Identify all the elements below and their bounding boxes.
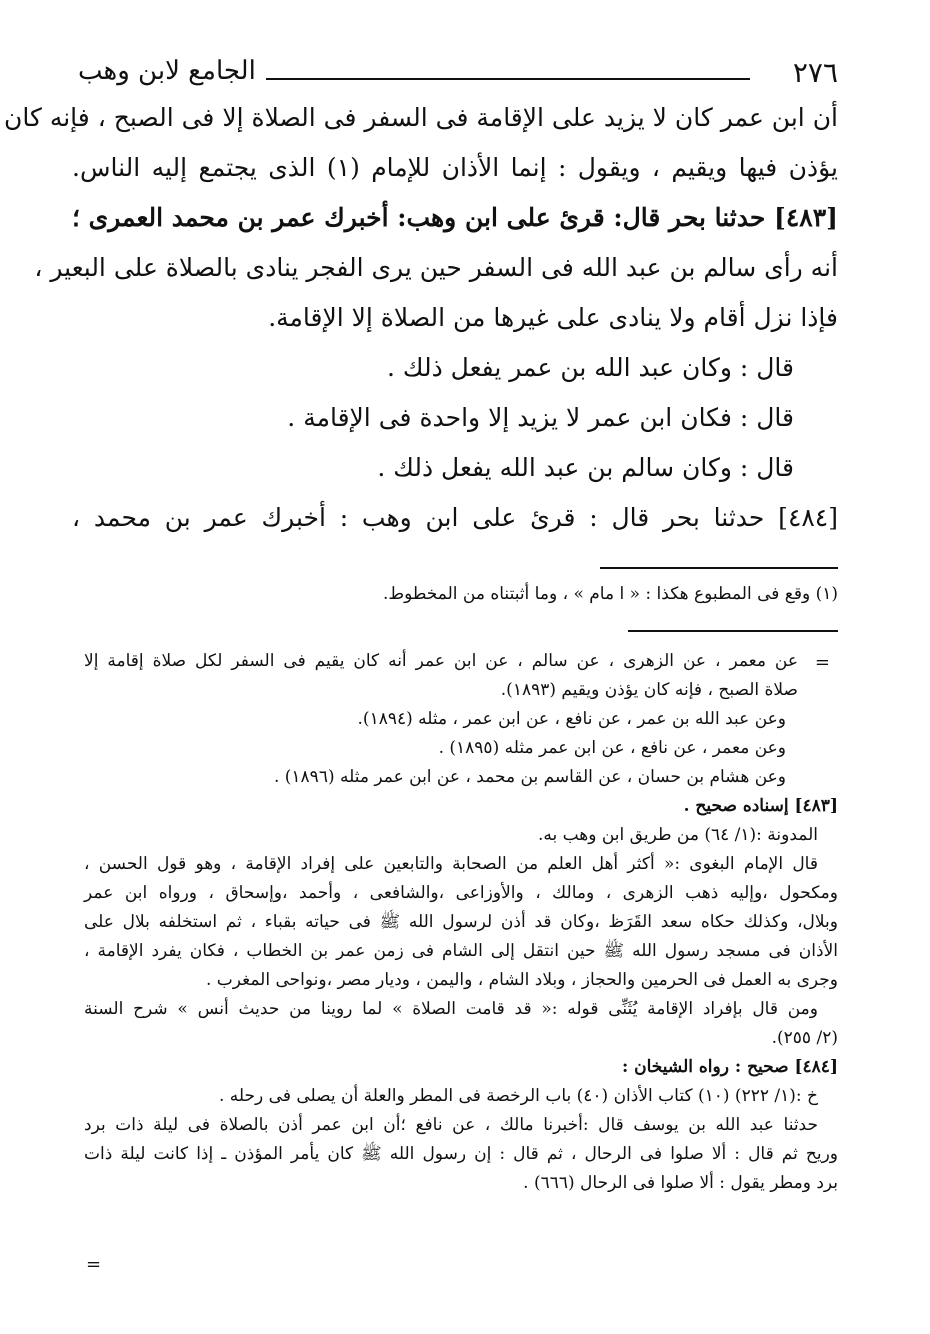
note-line: ومن قال بإفراد الإقامة يُثَنِّى قوله :« قد قامت الصلاة » لما روينا من حديث أنس » شرح السنة (84, 999, 818, 1019)
note-line: وريح ثم قال : ألا صلوا فى الرحال ، ثم قال : إن رسول الله ﷺ كان يأمر المؤذن ـ إذا كانت ليلة ذات (84, 1144, 838, 1164)
note-line: الأذان فى مسجد رسول الله ﷺ حين انتقل إلى الشام فى زمن عمر بن الخطاب ، فكان يفرد الإقامة ، (84, 941, 838, 961)
note-line: وعن معمر ، عن نافع ، عن ابن عمر مثله (١٨٩٥) . (438, 738, 786, 758)
continuation-mark-bottom: = (86, 1254, 102, 1275)
commentary-notes (84, 650, 838, 1201)
note-line: حدثنا عبد الله بن يوسف قال :أخبرنا مالك ، عن نافع ؛أن ابن عمر أذن بالصلاة فى ليلة ذات برد (84, 1115, 818, 1135)
note-line: وبلال، وكذلك حكاه سعد القَرَظ ،وكان قد أذن لرسول الله ﷺ فى حياته بقباء ، ثم استخلفه بلال على (84, 912, 838, 932)
main-line: قال : وكان عبد الله بن عمر يفعل ذلك . (387, 353, 794, 382)
book-title: الجامع لابن وهب (78, 56, 256, 86)
page-header (78, 48, 838, 94)
main-line: قال : فكان ابن عمر لا يزيد إلا واحدة فى الإقامة . (287, 403, 794, 432)
continuation-mark-top: = (814, 652, 830, 673)
notes-separator (628, 630, 838, 632)
note-line: ومكحول ،وإليه ذهب الزهرى ، ومالك ، والأوزاعى ،والشافعى ، وأحمد ،وإسحاق ، ورواه ابن عمر (84, 883, 838, 903)
note-line: برد ومطر يقول : ألا صلوا فى الرحال (٦٦٦) . (523, 1173, 838, 1193)
page-number: ٢٧٦ (792, 56, 838, 89)
note-483-heading: [٤٨٣] إسناده صحيح . (683, 796, 838, 816)
note-line: (٢/ ٢٥٥). (771, 1028, 838, 1048)
note-line: وعن عبد الله بن عمر ، عن نافع ، عن ابن عمر ، مثله (١٨٩٤). (357, 709, 786, 729)
main-line: قال : وكان سالم بن عبد الله يفعل ذلك . (377, 453, 794, 482)
footnote-separator (600, 567, 838, 569)
header-rule (266, 78, 750, 80)
hadith-484-line: [٤٨٤] حدثنا بحر قال : قرئ على ابن وهب : أخبرك عمر بن محمد ، (72, 503, 838, 532)
note-line: خ :(١/ ٢٢٢) (١٠) كتاب الأذان (٤٠) باب الرخصة فى المطر والعلة أن يصلى فى رحله . (218, 1086, 818, 1106)
note-line: قال الإمام البغوى :« أكثر أهل العلم من الصحابة والتابعين على إفراد الإقامة ، وهو قول الحسن ، (84, 854, 818, 874)
note-484-heading: [٤٨٤] صحيح : رواه الشيخان : (621, 1057, 838, 1077)
main-line: يؤذن فيها ويقيم ، ويقول : إنما الأذان للإمام (١) الذى يجتمع إليه الناس. (72, 153, 838, 182)
note-line: وجرى به العمل فى الحرمين والحجاز ، وبلاد الشام ، واليمن ، وديار مصر ،ونواحى المغرب . (205, 970, 838, 990)
note-line: عن معمر ، عن الزهرى ، عن سالم ، عن ابن عمر أنه كان يقيم فى السفر لكل صلاة إقامة إلا (84, 651, 798, 671)
main-line: أنه رأى سالم بن عبد الله فى السفر حين يرى الفجر ينادى بالصلاة على البعير ، (34, 253, 838, 282)
main-line: أن ابن عمر كان لا يزيد على الإقامة فى السفر فى الصلاة إلا فى الصبح ، فإنه كان (4, 103, 838, 132)
main-line: فإذا نزل أقام ولا ينادى على غيرها من الصلاة إلا الإقامة. (268, 303, 838, 332)
footnote-1: (١) وقع فى المطبوع هكذا : « ا مام » ، وما أثبتناه من المخطوط. (382, 584, 838, 604)
main-text (4, 100, 838, 550)
hadith-483-line: [٤٨٣] حدثنا بحر قال: قرئ على ابن وهب: أخبرك عمر بن محمد العمرى ؛ (72, 203, 838, 232)
note-line: صلاة الصبح ، فإنه كان يؤذن ويقيم (١٨٩٣). (500, 680, 798, 700)
note-line: وعن هشام بن حسان ، عن القاسم بن محمد ، عن ابن عمر مثله (١٨٩٦) . (273, 767, 786, 787)
note-line: المدونة :(١/ ٦٤) من طريق ابن وهب به. (537, 825, 818, 845)
